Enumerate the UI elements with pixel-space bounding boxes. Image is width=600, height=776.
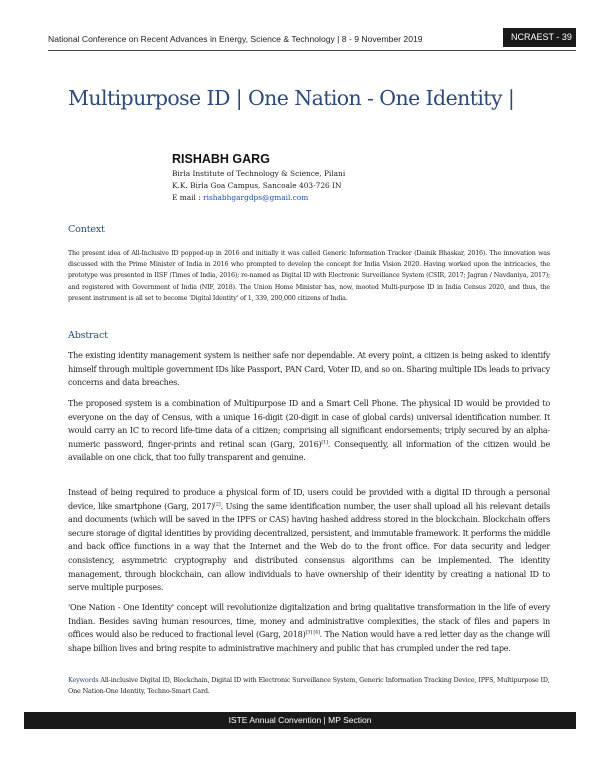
p2-text-end: . Consequently, all information of the citizen would be available on one click, that too fully transparent and genuine. xyxy=(68,438,551,463)
author-affiliation xyxy=(172,168,345,203)
paper-title: Multipurpose ID | One Nation - One Identity | xyxy=(68,86,515,110)
citation-ref: [2] xyxy=(214,500,221,507)
abstract-paragraph-4 xyxy=(68,601,550,655)
citation-ref: [3] [4] xyxy=(305,629,320,636)
abstract-paragraph-2 xyxy=(68,397,550,465)
conference-header: National Conference on Recent Advances in Energy, Science & Technology | 8 - 9 November 2019 xyxy=(48,34,423,44)
p4-text-end: . The Nation would have a red letter day as the change will shape billion lives and bring respite to administrative machinery and public that has crumpled under the red tape. xyxy=(68,629,550,653)
p2-text: The proposed system is a combination of Multipurpose ID and a Smart Cell Phone. The physical ID would be provided to everyone on the day of Census, with a unique 16-digit (20-digit in case of global cards) universal identification number. It would carry an IC to record life-time data of a citizen; comprising all significant endorsements; triply secured by an alpha-numeric password, finger-prints and retinal scan (Garg, 2016) xyxy=(68,398,550,449)
email-line xyxy=(172,192,345,204)
keywords xyxy=(68,675,550,697)
abstract-paragraph-1: The existing identity management system is neither safe nor dependable. At every point, a citizen is being asked to identify himself through multiple government IDs like Passport, PAN Card, Voter ID, and so on. Sharing multiple IDs leads to privacy concerns and data breaches. xyxy=(68,350,550,388)
abstract-heading: Abstract xyxy=(68,330,108,341)
citation-ref: [1] xyxy=(321,439,328,446)
header-divider xyxy=(48,50,576,51)
p4-text: 'One Nation - One Identity' concept will revolutionize digitalization and bring qualitative transformation in the life of every Indian. Besides saving human resources, time, money and administrative complexities, the stack of files and papers in offices would also be reduced to fractional level (Garg, 2018) xyxy=(68,602,550,640)
affiliation-line-1: Birla Institute of Technology & Science, Pilani xyxy=(172,169,346,178)
p3-text-end: . Using the same identification number, the user shall upload all his relevant details and documents (which will be saved in the IPFS or CAS) having hashed address stored in the blockchain. Blockchain offers secure storage of digital identities by providing decentralized, persistent, and immutable framework. It performs the middle and back office functions in a way that the Internet and the Web do to the front office. For data security and ledger consistency, asymmetric cryptography and distributed consensus algorithms can be implemented. The identity management, through blockchain, can allow individuals to have ownership of their identity by creating a national ID to serve multiple purposes. xyxy=(68,500,550,593)
abstract-paragraph-3 xyxy=(68,486,550,595)
page-badge: NCRAEST - 39 xyxy=(503,28,576,47)
context-paragraph: The present idea of All-Inclusive ID popped-up in 2016 and initially it was called Generic Information Tracker (Dainik Bhaskar, 2016). The innovation was discussed with the Prime Minister of India in 2016 who prompted to develop the concept for India Vision 2020. Having worked upon the intricacies, the prototype was presented in IISF (Times of India, 2016); re-named as Digital ID with Electronic Surveillance System (CSIR, 2017; Jagran / Navdaniya, 2017); and registered with Government of India (NIF, 2018). The Union Home Minister has, now, mooted Multi-purpose ID in India Census 2020, and thus, the present instrument is all set to become 'Digital Identity' of 1, 339, 200,000 citizens of India. xyxy=(68,250,550,302)
author-name: RISHABH GARG xyxy=(172,152,270,166)
email-link[interactable]: rishabhgargdps@gmail.com xyxy=(203,192,309,202)
p3-text: Instead of being required to produce a physical form of ID, users could be provided with a digital ID through a personal device, like smartphone (Garg, 2017) xyxy=(68,487,550,511)
context-heading: Context xyxy=(68,224,105,235)
footer-bar: ISTE Annual Convention | MP Section xyxy=(24,712,576,729)
affiliation-line-2: K.K. Birla Goa Campus, Sancoale 403-726 IN xyxy=(172,180,342,190)
keywords-label: Keywords xyxy=(68,676,99,684)
email-label: E mail : xyxy=(172,192,204,202)
keywords-text: All-inclusive Digital ID, Blockchain, Digital ID with Electronic Surveillance System, Generic Information Tracking Device, IPFS, Multipurpose ID, One Nation-One Identity, Techno-Smart Card. xyxy=(68,676,550,696)
